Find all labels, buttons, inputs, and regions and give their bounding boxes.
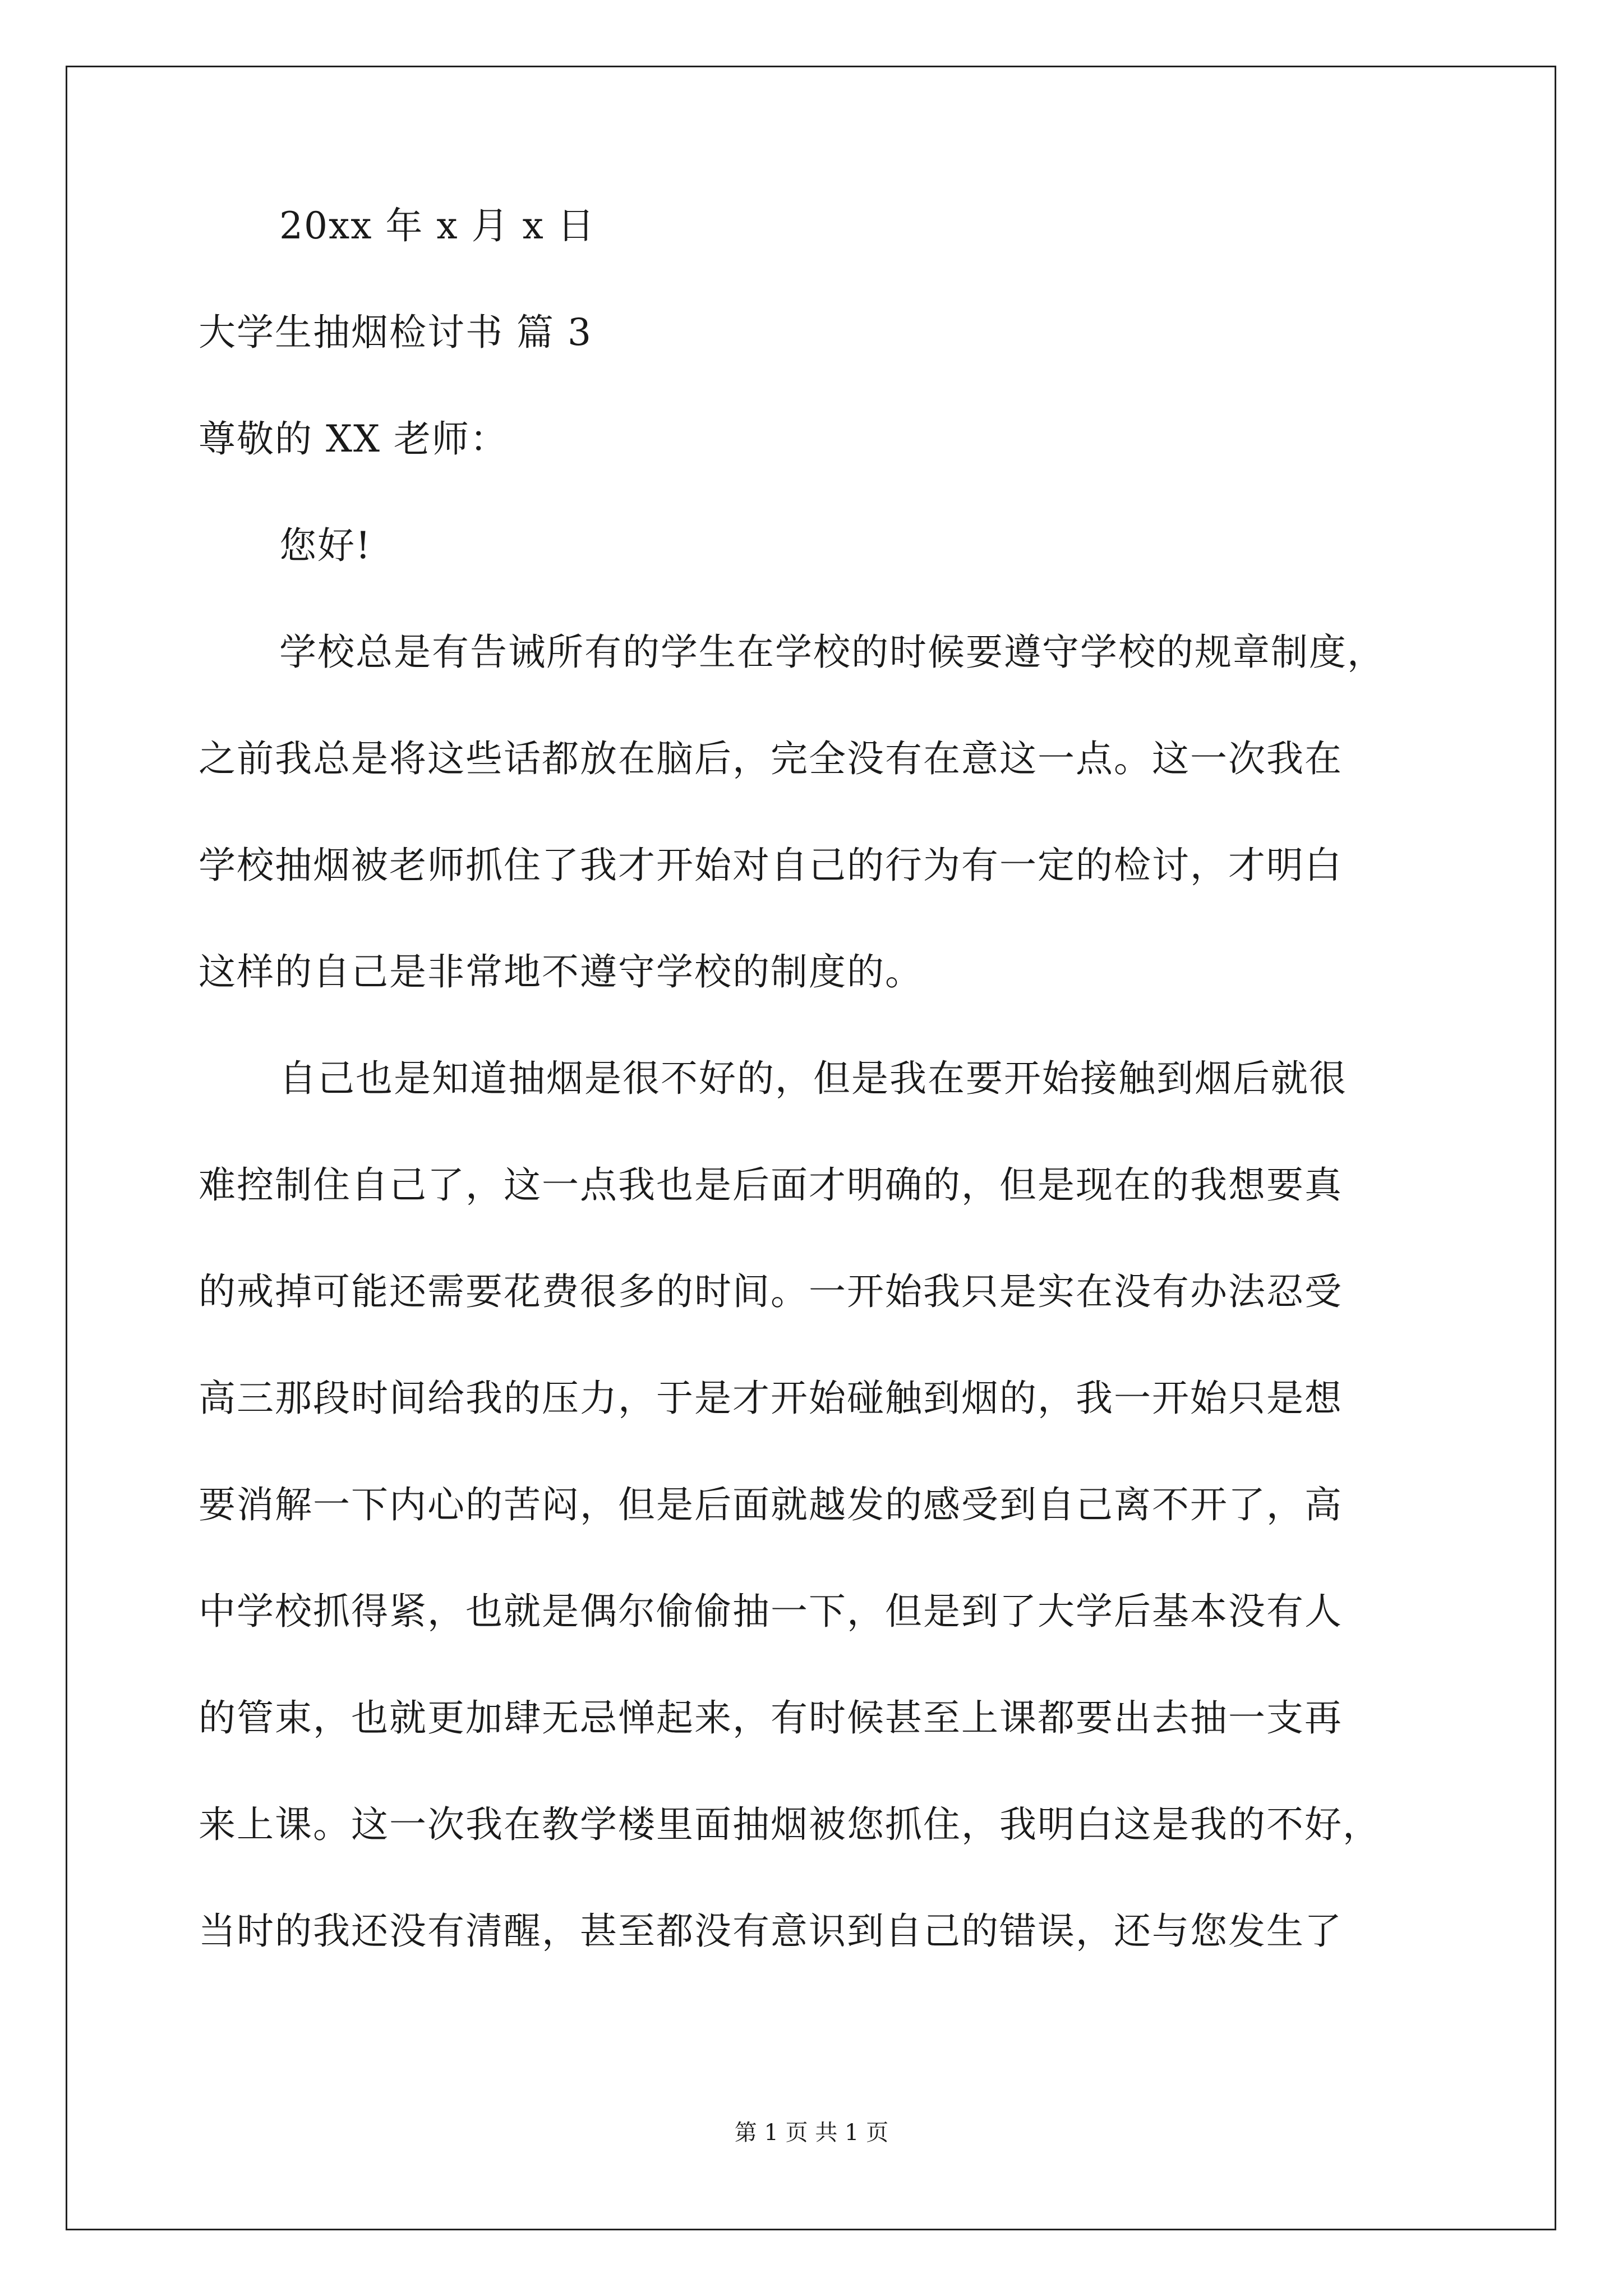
- document-title: 大学生抽烟检讨书 篇 3: [199, 311, 592, 354]
- salutation: 尊敬的 XX 老师：: [199, 417, 508, 461]
- paragraph-line: 高三那段时间给我的压力，于是才开始碰触到烟的，我一开始只是想: [199, 1377, 1343, 1420]
- paragraph-line: 难控制住自己了，这一点我也是后面才明确的，但是现在的我想要真: [199, 1163, 1343, 1207]
- page-border: [66, 66, 1556, 2230]
- paragraph-line: 中学校抓得紧，也就是偶尔偷偷抽一下，但是到了大学后基本没有人: [199, 1590, 1343, 1633]
- paragraph-line: 的管束，也就更加肆无忌惮起来，有时候甚至上课都要出去抽一支再: [199, 1696, 1343, 1740]
- paragraph-line: 这样的自己是非常地不遵守学校的制度的。: [199, 950, 923, 993]
- greeting: 您好!: [279, 524, 372, 567]
- paragraph-line: 学校抽烟被老师抓住了我才开始对自己的行为有一定的检讨，才明白: [199, 844, 1343, 887]
- paragraph-line: 的戒掉可能还需要花费很多的时间。一开始我只是实在没有办法忍受: [199, 1270, 1343, 1313]
- paragraph-line: 来上课。这一次我在教学楼里面抽烟被您抓住，我明白这是我的不好，: [199, 1803, 1381, 1846]
- page-number-footer: 第 1 页 共 1 页: [734, 2120, 889, 2146]
- paragraph-line: 自己也是知道抽烟是很不好的，但是我在要开始接触到烟后就很: [279, 1057, 1347, 1100]
- paragraph-line: 学校总是有告诫所有的学生在学校的时候要遵守学校的规章制度，: [279, 631, 1385, 674]
- date-line: 20xx 年 x 月 x 日: [279, 204, 596, 247]
- paragraph-line: 要消解一下内心的苦闷，但是后面就越发的感受到自己离不开了，高: [199, 1483, 1343, 1526]
- paragraph-line: 当时的我还没有清醒，甚至都没有意识到自己的错误，还与您发生了: [199, 1910, 1343, 1953]
- paragraph-line: 之前我总是将这些话都放在脑后，完全没有在意这一点。这一次我在: [199, 737, 1343, 780]
